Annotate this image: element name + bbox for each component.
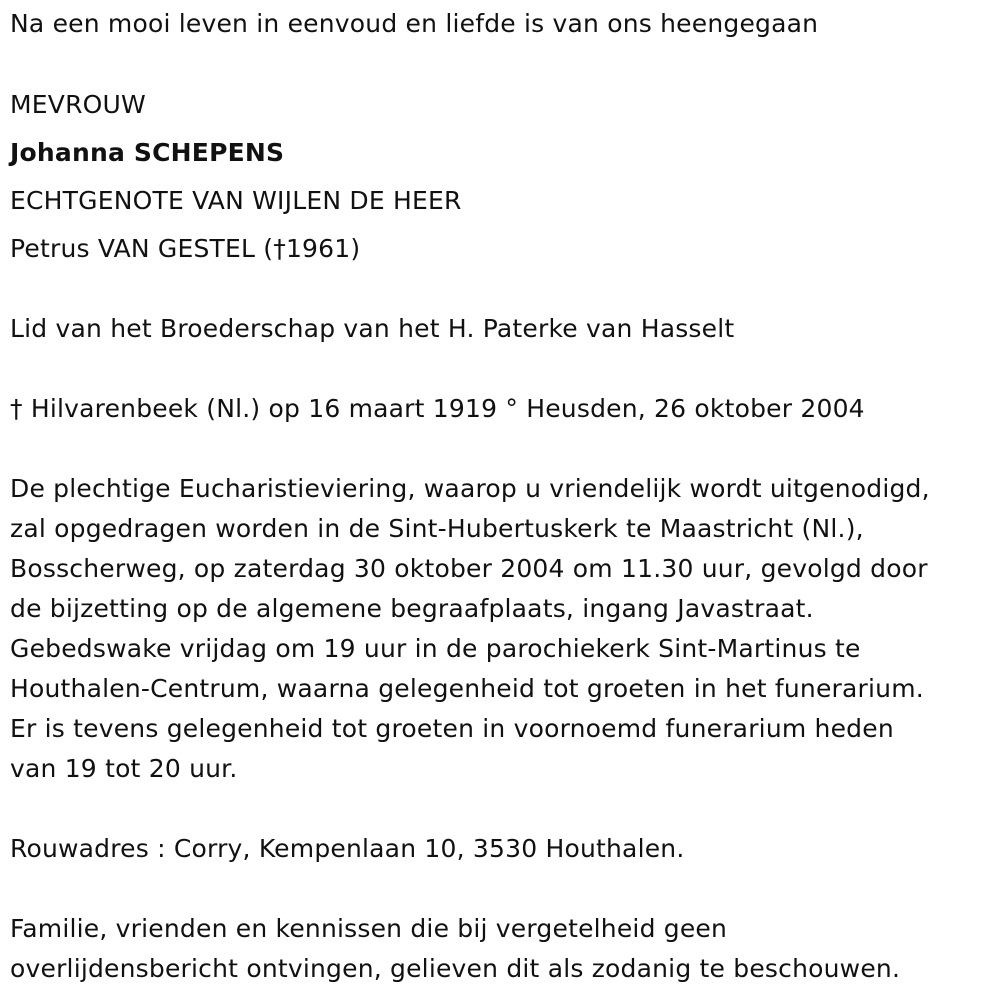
ceremony-line: Gebedswake vrijdag om 19 uur in de parochiekerk Sint-Martinus te <box>10 634 861 663</box>
person-name: Johanna SCHEPENS <box>10 138 285 167</box>
mourning-address: Rouwadres : Corry, Kempenlaan 10, 3530 Houthalen. <box>10 834 685 863</box>
life-dates: † Hilvarenbeek (Nl.) op 16 maart 1919 ° Heusden, 26 oktober 2004 <box>10 394 865 423</box>
person-title: MEVROUW <box>10 90 146 119</box>
ceremony-line: Er is tevens gelegenheid tot groeten in voornoemd funerarium heden <box>10 714 894 743</box>
closing-line: overlijdensbericht ontvingen, gelieven dit als zodanig te beschouwen. <box>10 954 901 983</box>
ceremony-line: zal opgedragen worden in de Sint-Hubertuskerk te Maastricht (Nl.), <box>10 514 864 543</box>
closing-line: Familie, vrienden en kennissen die bij vergetelheid geen <box>10 914 728 943</box>
ceremony-line: de bijzetting op de algemene begraafplaats, ingang Javastraat. <box>10 594 814 623</box>
ceremony-line: van 19 tot 20 uur. <box>10 754 238 783</box>
ceremony-line: De plechtige Eucharistieviering, waarop u vriendelijk wordt uitgenodigd, <box>10 474 930 503</box>
spouse-label: ECHTGENOTE VAN WIJLEN DE HEER <box>10 186 462 215</box>
spouse-name: Petrus VAN GESTEL (†1961) <box>10 234 361 263</box>
membership-text: Lid van het Broederschap van het H. Paterke van Hasselt <box>10 314 735 343</box>
ceremony-line: Bosscherweg, op zaterdag 30 oktober 2004 om 11.30 uur, gevolgd door <box>10 554 928 583</box>
intro-text: Na een mooi leven in eenvoud en liefde is van ons heengegaan <box>10 9 819 38</box>
ceremony-line: Houthalen-Centrum, waarna gelegenheid tot groeten in het funerarium. <box>10 674 924 703</box>
